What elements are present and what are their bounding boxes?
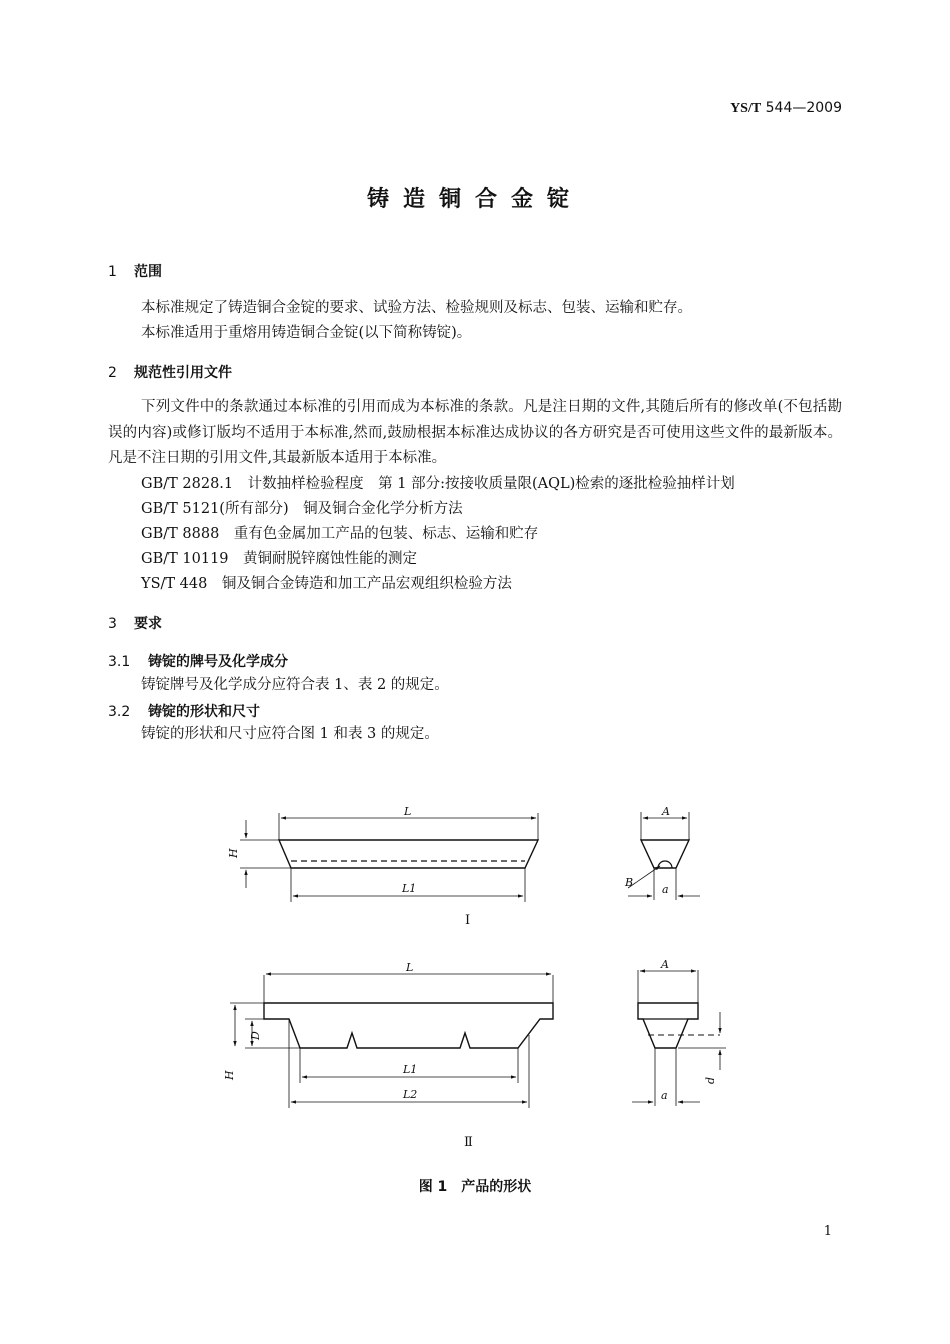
dim-label-L1: L1 (402, 882, 417, 895)
document-title: 铸造铜合金锭 (366, 187, 583, 212)
section-1-paragraph-2: 本标准适用于重熔用铸造铜合金锭(以下简称铸锭)。 (141, 325, 472, 341)
dim-label-H: H (223, 1070, 236, 1080)
dim-label-L: L (404, 805, 412, 818)
type-1-side-view (227, 805, 538, 902)
dim-label-L1: L1 (403, 1063, 418, 1076)
dim-label-a: a (662, 883, 669, 896)
standard-code: YS/T 544—2009 (730, 100, 842, 116)
dim-label-A: A (661, 958, 669, 971)
figure-1-ingot-shapes (0, 790, 950, 1170)
section-3-heading: 3 要求 (108, 616, 162, 632)
section-3-2-heading: 3.2 铸锭的形状和尺寸 (108, 704, 260, 720)
type-2-side-view (223, 961, 553, 1108)
section-3-1-text: 铸锭牌号及化学成分应符合表 1、表 2 的规定。 (141, 677, 449, 693)
dim-label-B: B (625, 876, 634, 889)
reference-item: GB/T 5121(所有部分) 铜及铜合金化学分析方法 (141, 501, 463, 517)
figure-caption: 图 1 产品的形状 (418, 1179, 532, 1195)
dim-label-L: L (406, 961, 414, 974)
dim-label-A: A (662, 805, 670, 818)
section-2-heading: 2 规范性引用文件 (108, 365, 232, 381)
dim-label-L2: L2 (403, 1088, 418, 1101)
dim-label-d: d (704, 1076, 717, 1084)
type-2-end-view (632, 958, 726, 1106)
figure-type-2-label: Ⅱ (464, 1135, 473, 1150)
type-1-end-view (624, 805, 700, 900)
reference-item: GB/T 2828.1 计数抽样检验程度 第 1 部分:按接收质量限(AQL)检索的逐批检验抽样计划 (141, 476, 735, 492)
reference-item: GB/T 10119 黄铜耐脱锌腐蚀性能的测定 (141, 551, 418, 567)
dim-label-D: D (249, 1031, 262, 1040)
figure-type-1-label: Ⅰ (465, 913, 471, 928)
reference-item: YS/T 448 铜及铜合金铸造和加工产品宏观组织检验方法 (141, 576, 512, 592)
section-1-heading: 1 范围 (108, 264, 162, 280)
section-2-intro: 下列文件中的条款通过本标准的引用而成为本标准的条款。凡是注日期的文件,其随后所有的修改单(不包括勘误的内容)或修订版均不适用于本标准,然而,鼓励根据本标准达成协议的各方研究是否可使用这些文件的最新版本。凡是不注日期的引用文件,其最新版本适用于本标准。 (108, 399, 842, 466)
section-1-paragraph-1: 本标准规定了铸造铜合金锭的要求、试验方法、检验规则及标志、包装、运输和贮存。 (141, 300, 692, 316)
reference-item: GB/T 8888 重有色金属加工产品的包装、标志、运输和贮存 (141, 526, 539, 542)
dim-label-a: a (661, 1089, 668, 1102)
dim-label-H: H (227, 848, 240, 858)
page-number: 1 (823, 1224, 832, 1239)
section-3-1-heading: 3.1 铸锭的牌号及化学成分 (108, 654, 288, 670)
section-3-2-text: 铸锭的形状和尺寸应符合图 1 和表 3 的规定。 (141, 726, 439, 742)
